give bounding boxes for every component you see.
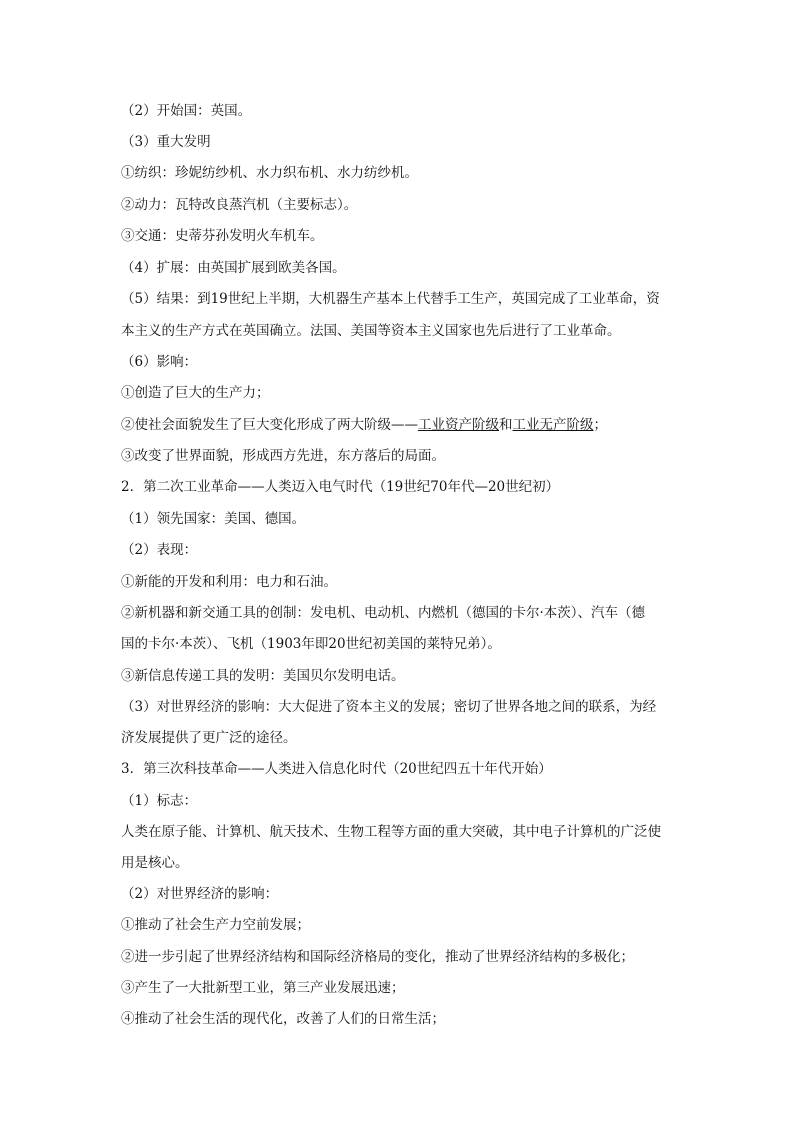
text-line: ③产生了一大批新型工业，第三产业发展迅速；: [121, 980, 405, 996]
section-heading: 2．第二次工业革命——人类迈入电气时代（19世纪70年代—20世纪初）: [121, 479, 560, 495]
text-line: （3）重大发明: [121, 134, 211, 150]
text-line: ④推动了社会生活的现代化，改善了人们的日常生活；: [121, 1011, 445, 1027]
text-line: ③改变了世界面貌，形成西方先进，东方落后的局面。: [121, 448, 445, 464]
text-line: 人类在原子能、计算机、航天技术、生物工程等方面的重大突破，其中电子计算机的广泛使: [121, 824, 661, 840]
text-line-underlined: [121, 415, 681, 435]
text-line: （4）扩展：由英国扩展到欧美各国。: [121, 260, 346, 276]
text-line: 用是核心。: [121, 855, 189, 871]
text-line: ①纺织：珍妮纺纱机、水力织布机、水力纺纱机。: [121, 165, 418, 181]
text-line: ②进一步引起了世界经济结构和国际经济格局的变化，推动了世界经济结构的多极化；: [121, 949, 634, 965]
text-line: ①创造了巨大的生产力；: [121, 385, 270, 401]
text-line: ③新信息传递工具的发明：美国贝尔发明电话。: [121, 668, 405, 684]
text-line: （1）标志：: [121, 793, 198, 809]
text-line: ①推动了社会生产力空前发展；: [121, 917, 310, 933]
text-line: （6）影响：: [121, 354, 198, 370]
text-line: （3）对世界经济的影响：大大促进了资本主义的发展；密切了世界各地之间的联系，为经: [121, 699, 657, 715]
text-line: 济发展提供了更广泛的途径。: [121, 730, 297, 746]
text-line: 国的卡尔·本茨）、飞机（1903年即20世纪初美国的莱特兄弟）。: [121, 636, 501, 652]
text-line: （2）开始国：英国。: [121, 103, 252, 119]
underlined-term: 工业资产阶级: [418, 417, 499, 433]
text-line: （2）表现：: [121, 542, 198, 558]
text-line: 本主义的生产方式在英国确立。法国、美国等资本主义国家也先后进行了工业革命。: [121, 323, 621, 339]
text-line: （5）结果：到19世纪上半期，大机器生产基本上代替手工生产，英国完成了工业革命，资: [121, 291, 660, 307]
text-segment: ②使社会面貌发生了巨大变化形成了两大阶级——: [121, 417, 418, 433]
text-segment: ；: [593, 417, 607, 433]
underlined-term: 工业无产阶级: [512, 417, 594, 433]
text-line: ③交通：史蒂芬孙发明火车机车。: [121, 228, 324, 244]
text-line: （2）对世界经济的影响：: [121, 886, 279, 902]
section-heading: 3．第三次科技革命——人类进入信息化时代（20世纪四五十年代开始）: [121, 761, 552, 777]
text-line: （1）领先国家：美国、德国。: [121, 511, 306, 527]
text-line: ②新机器和新交通工具的创制：发电机、电动机、内燃机（德国的卡尔·本茨）、汽车（德: [121, 605, 646, 621]
text-line: ②动力：瓦特改良蒸汽机（主要标志）。: [121, 197, 358, 213]
text-segment: 和: [499, 417, 513, 433]
text-line: ①新能的开发和利用：电力和石油。: [121, 574, 337, 590]
